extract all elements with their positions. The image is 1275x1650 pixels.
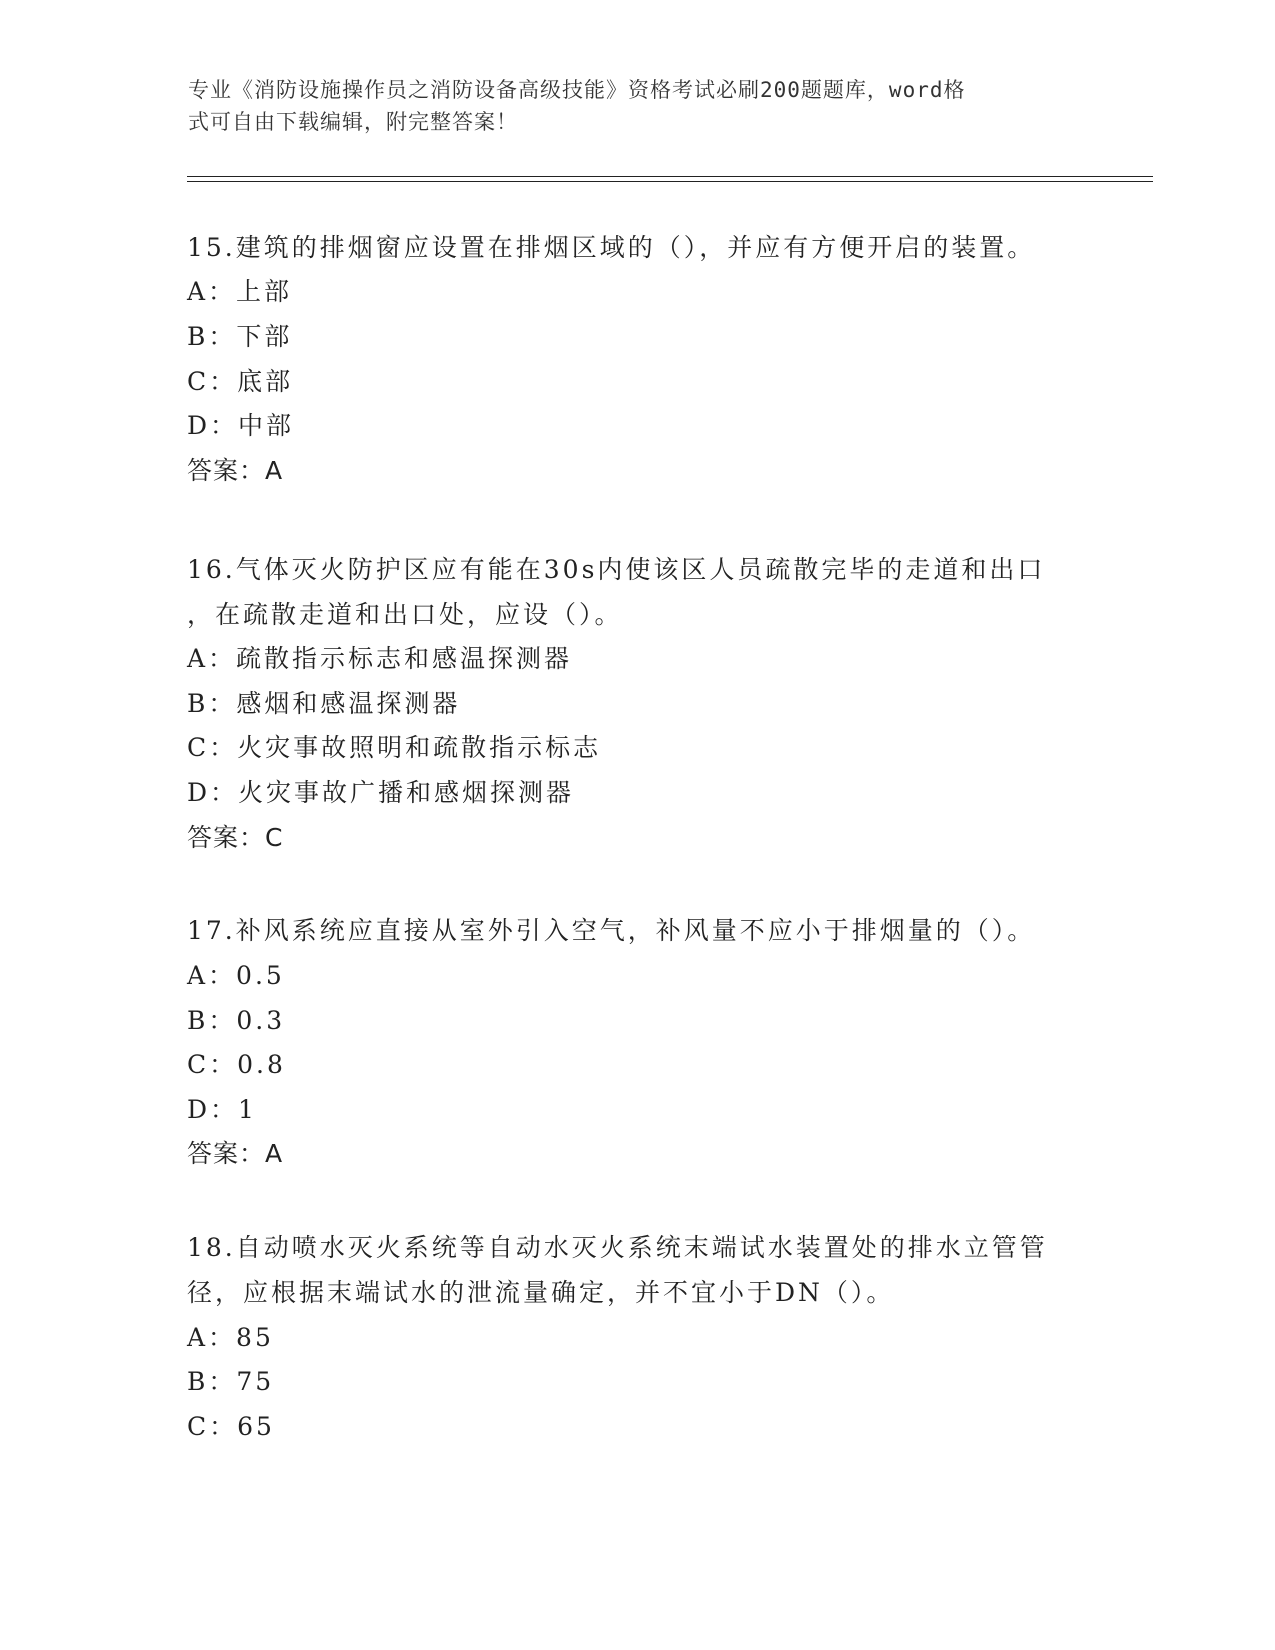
- question-17-answer: 答案：A: [187, 1139, 284, 1168]
- header-line-2: 式可自由下载编辑，附完整答案！: [188, 110, 518, 134]
- header-divider-top: [187, 176, 1153, 177]
- question-16-option-b: B：感烟和感温探测器: [187, 689, 461, 718]
- question-18-stem-line-1: 18.自动喷水灭火系统等自动水灭火系统末端试水装置处的排水立管管: [187, 1233, 1048, 1262]
- header-divider-bottom: [187, 181, 1153, 182]
- question-17-option-a: A：0.5: [187, 961, 285, 990]
- question-16-answer: 答案：C: [187, 823, 284, 852]
- question-18-stem-line-2: 径，应根据末端试水的泄流量确定，并不宜小于DN（）。: [187, 1278, 895, 1307]
- question-16-option-a: A：疏散指示标志和感温探测器: [187, 644, 573, 673]
- question-17-option-b: B：0.3: [187, 1006, 286, 1035]
- question-15-option-c: C：底部: [187, 367, 294, 396]
- question-18-option-c: C：65: [187, 1412, 275, 1441]
- question-16-option-c: C：火灾事故照明和疏散指示标志: [187, 733, 602, 762]
- question-16-option-d: D：火灾事故广播和感烟探测器: [187, 778, 575, 807]
- question-17-option-c: C：0.8: [187, 1050, 286, 1079]
- question-16-stem-line-1: 16.气体灭火防护区应有能在30s内使该区人员疏散完毕的走道和出口: [187, 555, 1046, 584]
- question-15-option-b: B：下部: [187, 322, 293, 351]
- question-17-stem: 17.补风系统应直接从室外引入空气，补风量不应小于排烟量的（）。: [187, 916, 1036, 945]
- question-18-option-b: B：75: [187, 1367, 275, 1396]
- document-header: [188, 74, 1088, 138]
- question-16-stem-line-2: ，在疏散走道和出口处，应设（）。: [187, 600, 623, 629]
- question-15-option-d: D：中部: [187, 411, 295, 440]
- question-15-stem: 15.建筑的排烟窗应设置在排烟区域的（），并应有方便开启的装置。: [187, 233, 1036, 262]
- question-18-option-a: A：85: [187, 1323, 274, 1352]
- question-15-answer: 答案：A: [187, 456, 284, 485]
- question-17-option-d: D：1: [187, 1095, 257, 1124]
- header-line-1: 专业《消防设施操作员之消防设备高级技能》资格考试必刷200题题库，word格: [188, 78, 966, 102]
- question-15-option-a: A：上部: [187, 277, 293, 306]
